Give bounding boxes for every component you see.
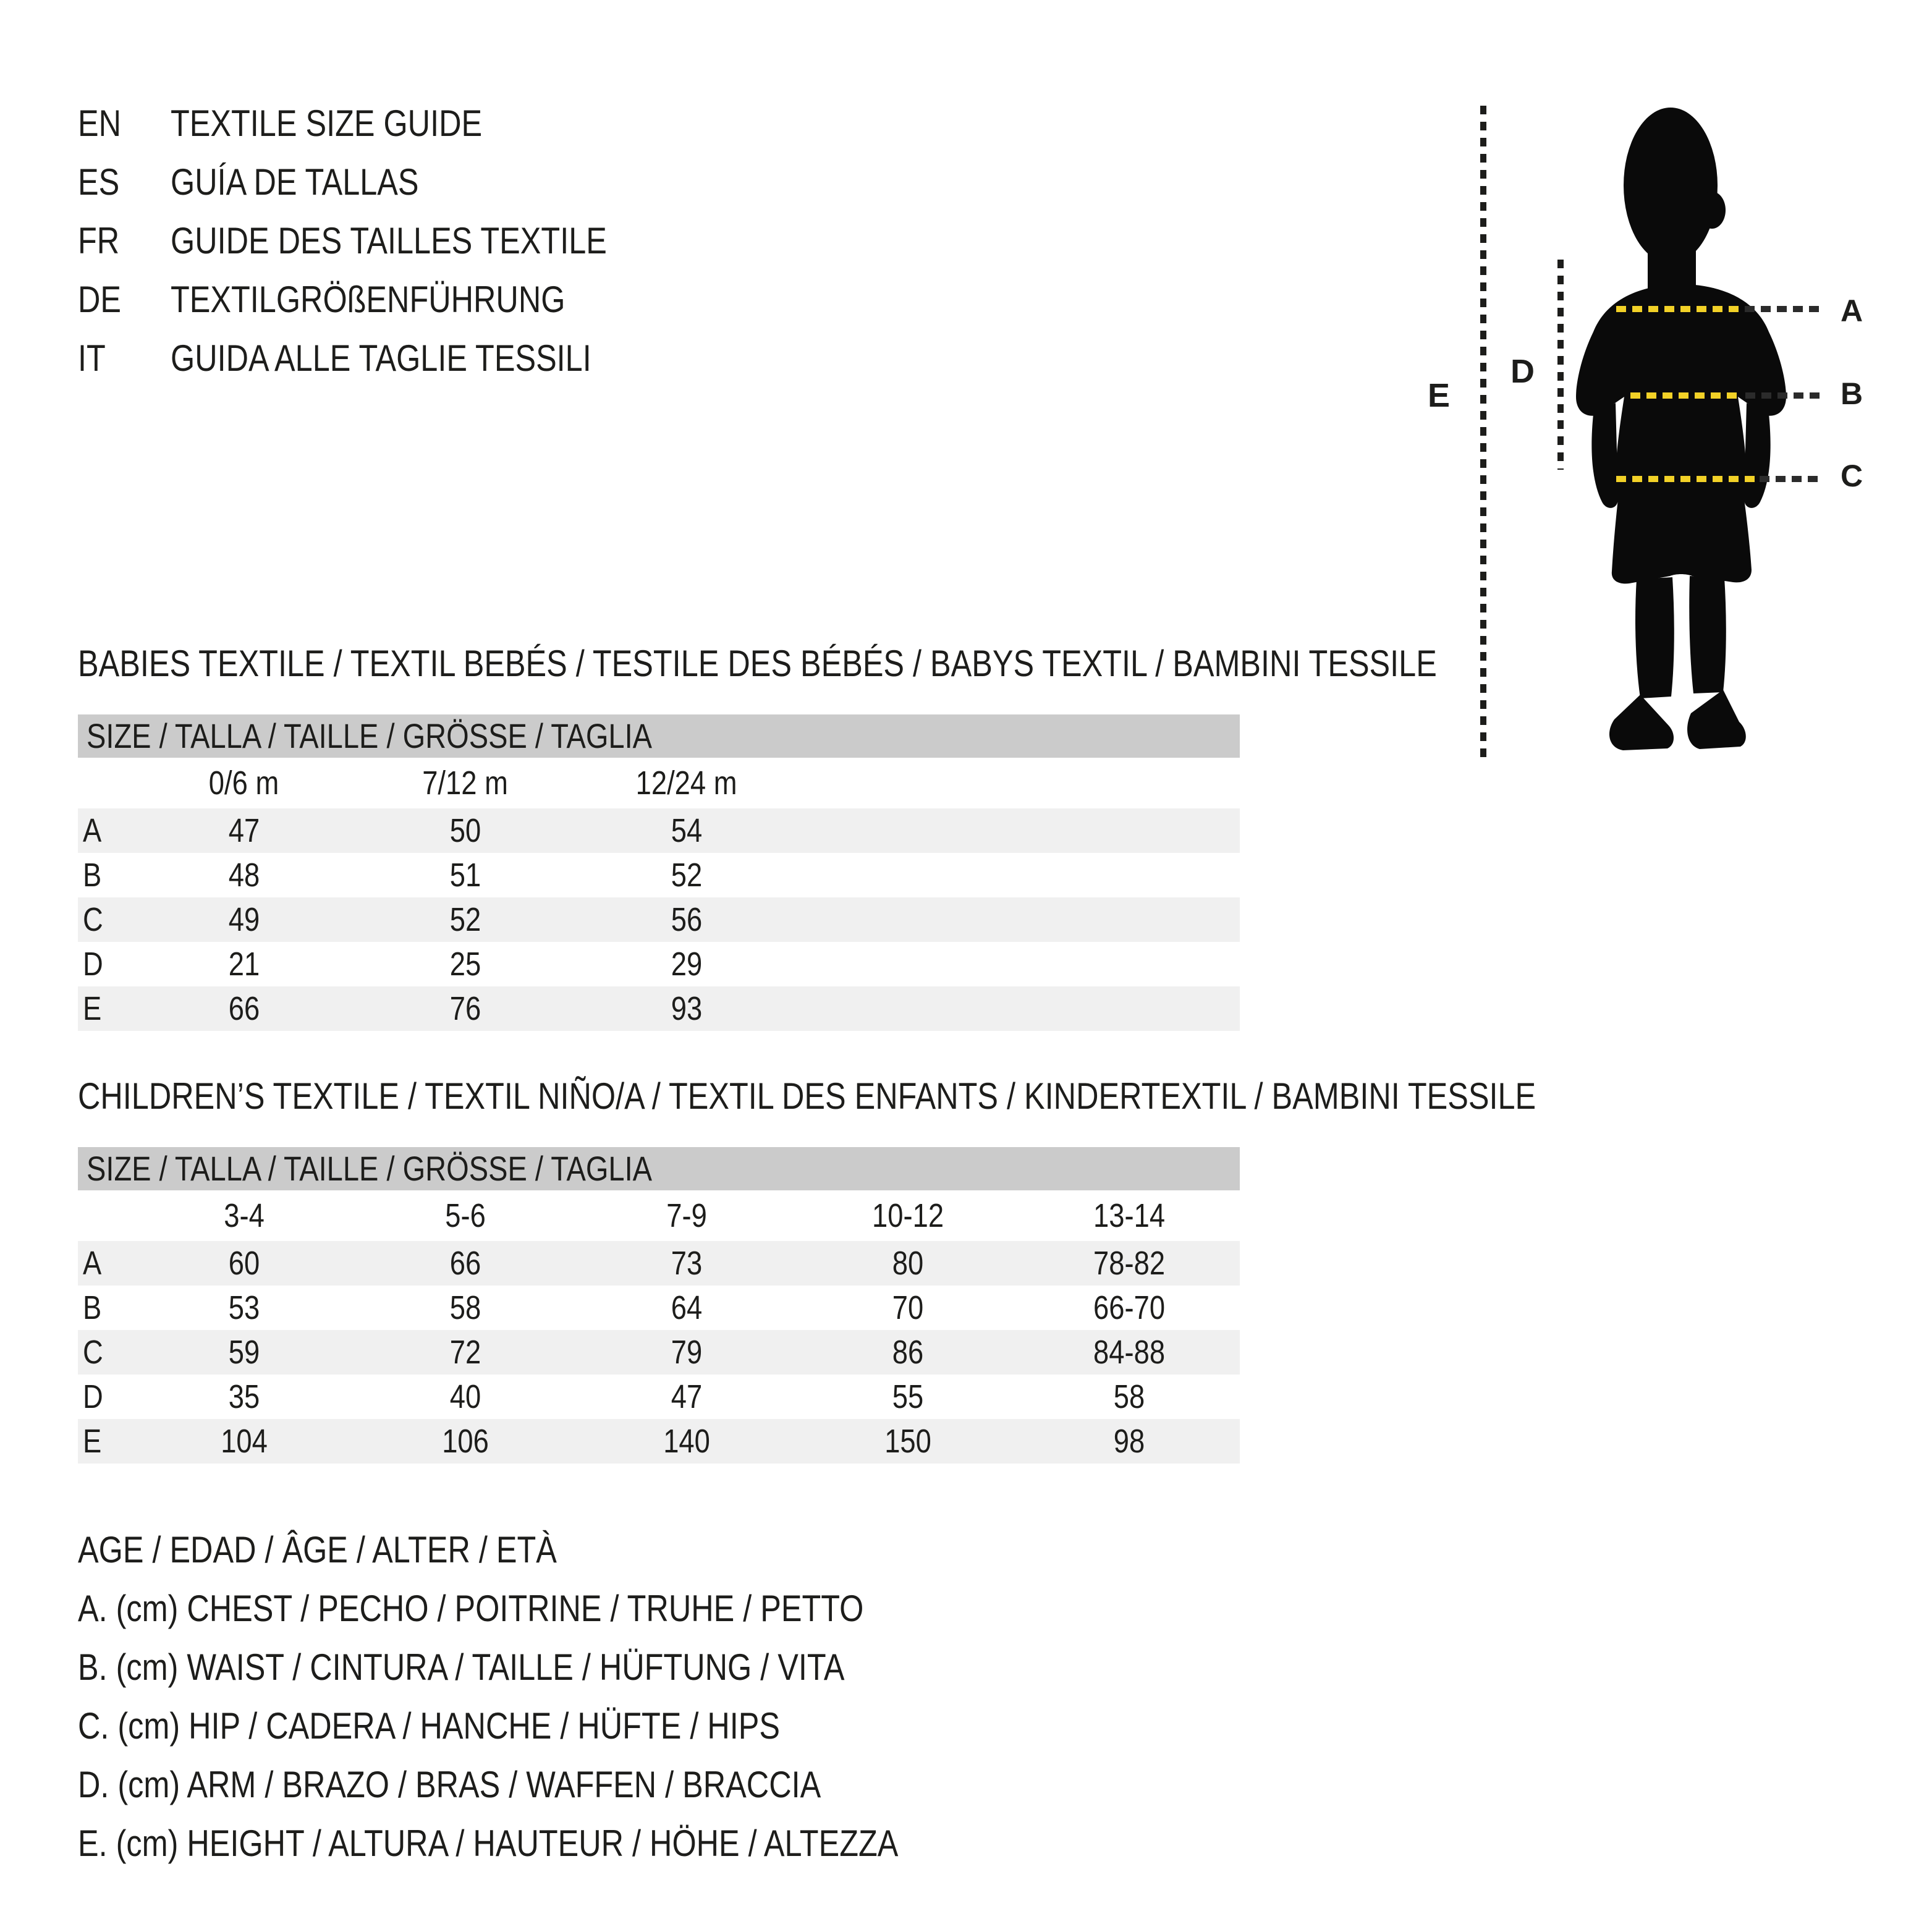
table-cell: 52 — [671, 857, 703, 894]
row-label: D — [83, 946, 103, 983]
table-cell: 66-70 — [1093, 1289, 1166, 1326]
row-label: C — [83, 1334, 103, 1371]
table-cell: 64 — [671, 1289, 703, 1326]
row-label: E — [83, 1423, 102, 1460]
table-cell: 59 — [228, 1334, 260, 1371]
language-code: EN — [78, 103, 122, 144]
babies-size-table — [78, 714, 1240, 1031]
waist-measure-line-b — [1630, 392, 1740, 399]
table-cell: 52 — [449, 901, 481, 938]
table-cell: 49 — [228, 901, 260, 938]
guide-title-it: GUIDA ALLE TAGLIE TESSILI — [171, 337, 591, 379]
guide-title-es: GUÍA DE TALLAS — [171, 161, 419, 203]
column-header: 7-9 — [666, 1197, 707, 1234]
chest-measure-line-a — [1616, 306, 1740, 312]
guide-title-fr: GUIDE DES TAILLES TEXTILE — [171, 220, 607, 261]
table-cell: 86 — [892, 1334, 924, 1371]
table-cell: 72 — [449, 1334, 481, 1371]
legend-chest: A. (cm) CHEST / PECHO / POITRINE / TRUHE / PETTO — [78, 1588, 864, 1629]
children-column-headers — [78, 1190, 1240, 1241]
figure-label-b: B — [1841, 376, 1863, 411]
table-cell: 56 — [671, 901, 703, 938]
table-row — [78, 808, 1240, 853]
table-cell: 53 — [228, 1289, 260, 1326]
table-cell: 78-82 — [1093, 1245, 1166, 1282]
table-cell: 29 — [671, 946, 703, 983]
babies-column-headers — [78, 758, 1240, 808]
language-row-es — [78, 153, 690, 211]
row-label: D — [83, 1378, 103, 1415]
hip-measure-leader-c — [1760, 476, 1820, 482]
waist-measure-leader-b — [1745, 392, 1820, 399]
guide-title-de: TEXTILGRÖßENFÜHRUNG — [171, 279, 566, 320]
column-header: 13-14 — [1093, 1197, 1166, 1234]
language-code: DE — [78, 279, 122, 320]
table-cell: 51 — [449, 857, 481, 894]
table-cell: 54 — [671, 812, 703, 849]
language-row-fr — [78, 211, 690, 270]
table-cell: 40 — [449, 1378, 481, 1415]
table-cell: 48 — [228, 857, 260, 894]
figure-label-d: D — [1510, 353, 1535, 390]
table-row — [78, 942, 1240, 986]
table-cell: 25 — [449, 946, 481, 983]
row-label: E — [83, 990, 102, 1027]
table-row — [78, 1419, 1240, 1464]
table-row — [78, 1375, 1240, 1419]
measurement-legend — [78, 1520, 1054, 1873]
language-row-de — [78, 270, 690, 329]
legend-hip: C. (cm) HIP / CADERA / HANCHE / HÜFTE / HIPS — [78, 1705, 780, 1747]
arm-measure-line-d — [1557, 260, 1564, 470]
language-code: FR — [78, 220, 120, 261]
table-row — [78, 986, 1240, 1031]
table-cell: 60 — [228, 1245, 260, 1282]
table-cell: 66 — [449, 1245, 481, 1282]
language-row-it — [78, 329, 690, 388]
language-row-en — [78, 94, 690, 153]
table-cell: 106 — [442, 1423, 489, 1460]
table-cell: 55 — [892, 1378, 924, 1415]
table-cell: 21 — [228, 946, 260, 983]
legend-arm: D. (cm) ARM / BRAZO / BRAS / WAFFEN / BRACCIA — [78, 1764, 821, 1805]
table-row — [78, 1330, 1240, 1375]
legend-age: AGE / EDAD / ÂGE / ALTER / ETÀ — [78, 1529, 557, 1570]
figure-label-c: C — [1841, 459, 1863, 493]
babies-section-title: BABIES TEXTILE / TEXTIL BEBÉS / TESTILE DES BÉBÉS / BABYS TEXTIL / BAMBINI TESSILE — [78, 643, 1437, 684]
row-label: B — [83, 857, 102, 894]
column-header: 5-6 — [445, 1197, 486, 1234]
column-header: 3-4 — [224, 1197, 265, 1234]
table-cell: 47 — [228, 812, 260, 849]
table-cell: 84-88 — [1093, 1334, 1166, 1371]
children-section-title: CHILDREN’S TEXTILE / TEXTIL NIÑO/A / TEXTIL DES ENFANTS / KINDERTEXTIL / BAMBINI TESSILE — [78, 1075, 1536, 1117]
language-title-block — [78, 94, 690, 388]
language-code: ES — [78, 161, 120, 203]
table-cell: 76 — [449, 990, 481, 1027]
table-cell: 79 — [671, 1334, 703, 1371]
legend-height: E. (cm) HEIGHT / ALTURA / HAUTEUR / HÖHE / ALTEZZA — [78, 1823, 899, 1864]
table-cell: 73 — [671, 1245, 703, 1282]
chest-measure-leader-a — [1745, 306, 1820, 312]
table-cell: 70 — [892, 1289, 924, 1326]
row-label: C — [83, 901, 103, 938]
row-label: B — [83, 1289, 102, 1326]
children-size-table — [78, 1147, 1240, 1464]
figure-label-a: A — [1841, 294, 1863, 328]
column-header: 7/12 m — [422, 765, 509, 802]
table-cell: 35 — [228, 1378, 260, 1415]
table-cell: 58 — [449, 1289, 481, 1326]
figure-label-e: E — [1428, 377, 1451, 414]
table-cell: 47 — [671, 1378, 703, 1415]
hip-measure-line-c — [1616, 476, 1755, 482]
table-cell: 140 — [663, 1423, 710, 1460]
table-cell: 98 — [1113, 1423, 1145, 1460]
column-header: 0/6 m — [209, 765, 279, 802]
row-label: A — [83, 812, 102, 849]
table-row — [78, 1286, 1240, 1330]
table-row — [78, 1241, 1240, 1286]
language-code: IT — [78, 337, 106, 379]
babies-size-header-bar: SIZE / TALLA / TAILLE / GRÖSSE / TAGLIA — [78, 714, 1240, 758]
table-cell: 50 — [449, 812, 481, 849]
table-cell: 150 — [884, 1423, 931, 1460]
table-cell: 66 — [228, 990, 260, 1027]
row-label: A — [83, 1245, 102, 1282]
table-cell: 104 — [221, 1423, 268, 1460]
table-cell: 58 — [1113, 1378, 1145, 1415]
legend-waist: B. (cm) WAIST / CINTURA / TAILLE / HÜFTUNG / VITA — [78, 1646, 845, 1688]
guide-title-en: TEXTILE SIZE GUIDE — [171, 103, 483, 144]
table-row — [78, 853, 1240, 897]
children-size-header-bar: SIZE / TALLA / TAILLE / GRÖSSE / TAGLIA — [78, 1147, 1240, 1190]
table-cell: 93 — [671, 990, 703, 1027]
column-header: 10-12 — [871, 1197, 944, 1234]
table-row — [78, 897, 1240, 942]
column-header: 12/24 m — [636, 765, 737, 802]
table-cell: 80 — [892, 1245, 924, 1282]
